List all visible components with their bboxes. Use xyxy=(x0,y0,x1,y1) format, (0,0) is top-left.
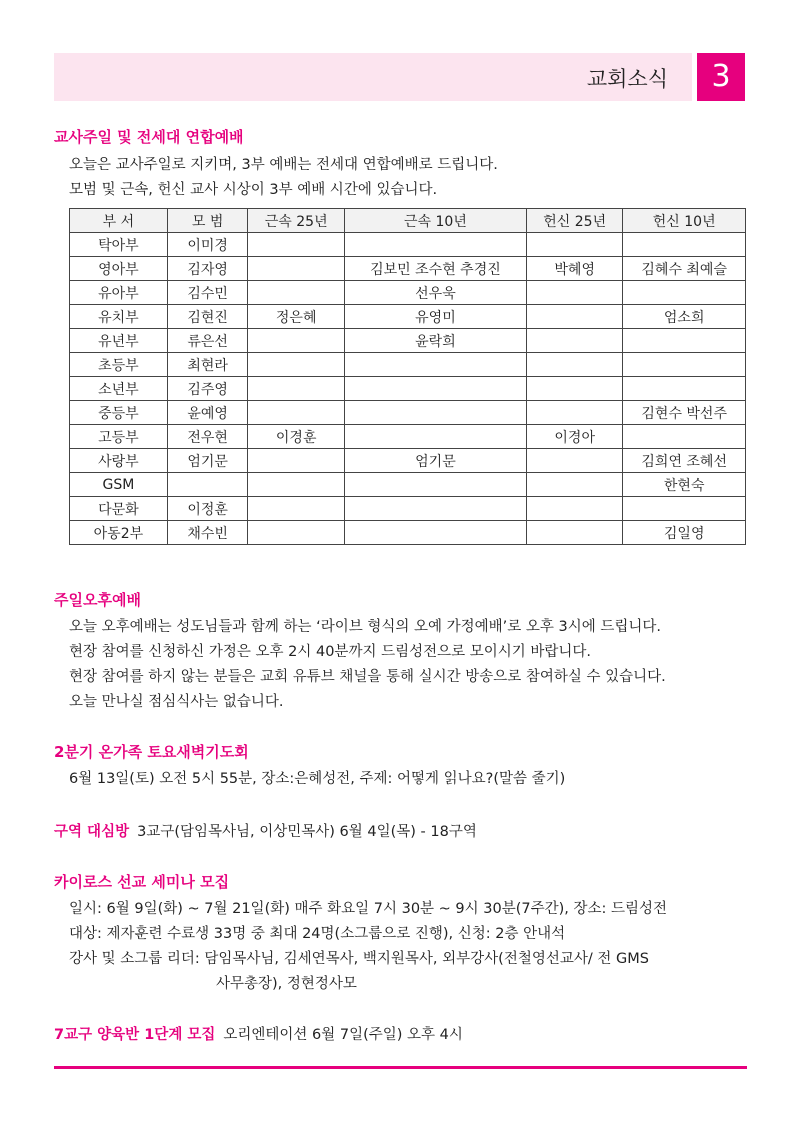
table-cell: 소년부 xyxy=(70,377,168,401)
table-cell: 다문화 xyxy=(70,497,168,521)
table-row xyxy=(70,233,746,257)
table-cell xyxy=(248,377,344,401)
section4-text: 3교구(담임목사님, 이상민목사) 6월 4일(목) - 18구역 xyxy=(137,824,477,840)
table-cell xyxy=(344,497,526,521)
table-cell: 류은선 xyxy=(167,329,248,353)
table-row xyxy=(70,521,746,545)
table-body xyxy=(70,233,746,545)
page-number-badge: 3 xyxy=(697,53,745,101)
table-cell: GSM xyxy=(70,473,168,497)
table-cell xyxy=(248,473,344,497)
table-cell: 중등부 xyxy=(70,401,168,425)
table-cell: 사랑부 xyxy=(70,449,168,473)
table-cell: 박혜영 xyxy=(526,257,622,281)
table-cell xyxy=(623,497,746,521)
table-cell: 김보민 조수현 추경진 xyxy=(344,257,526,281)
page-title: 교회소식 xyxy=(586,67,668,91)
section-nurture-class xyxy=(54,1023,463,1044)
table-cell: 엄소희 xyxy=(623,305,746,329)
table-cell: 김일영 xyxy=(623,521,746,545)
table-cell xyxy=(526,305,622,329)
section3-line: 6월 13일(토) 오전 5시 55분, 장소:은혜성전, 주제: 어떻게 읽나요?(말씀 줄기) xyxy=(69,771,566,787)
table-cell: 유영미 xyxy=(344,305,526,329)
section-title-dawn-prayer: 2분기 온가족 토요새벽기도회 xyxy=(54,743,249,761)
table-cell xyxy=(526,281,622,305)
table-cell: 김자영 xyxy=(167,257,248,281)
table-cell: 전우현 xyxy=(167,425,248,449)
table-cell: 선우욱 xyxy=(344,281,526,305)
table-cell xyxy=(623,425,746,449)
table-cell: 이경아 xyxy=(526,425,622,449)
section-title-afternoon-service: 주일오후예배 xyxy=(54,591,141,609)
footer-divider xyxy=(54,1066,747,1069)
table-cell xyxy=(248,281,344,305)
section-district-visit xyxy=(54,820,477,841)
table-cell: 김현수 박선주 xyxy=(623,401,746,425)
table-row xyxy=(70,353,746,377)
section2-line-1: 오늘 오후예배는 성도님들과 함께 하는 ‘라이브 형식의 오예 가정예배’로 오후 3시에 드립니다. xyxy=(69,619,662,635)
table-header-cell: 부 서 xyxy=(70,209,168,233)
section-title-nurture-class: 7교구 양육반 1단계 모집 xyxy=(54,1027,216,1043)
table-cell xyxy=(248,329,344,353)
table-cell xyxy=(344,353,526,377)
section2-line-4: 오늘 만나실 점심식사는 없습니다. xyxy=(69,694,284,710)
table-cell: 이경훈 xyxy=(248,425,344,449)
table-cell: 김현진 xyxy=(167,305,248,329)
section6-text: 오리엔테이션 6월 7일(주일) 오후 4시 xyxy=(223,1027,463,1043)
table-cell xyxy=(248,521,344,545)
table-cell xyxy=(526,329,622,353)
table-cell xyxy=(526,353,622,377)
table-cell: 김희연 조혜선 xyxy=(623,449,746,473)
table-header-cell: 근속 25년 xyxy=(248,209,344,233)
table-cell: 엄기문 xyxy=(344,449,526,473)
table-row xyxy=(70,281,746,305)
table-cell xyxy=(248,497,344,521)
table-cell xyxy=(526,521,622,545)
table-row xyxy=(70,497,746,521)
table-cell xyxy=(344,401,526,425)
table-cell xyxy=(623,353,746,377)
table-row xyxy=(70,425,746,449)
table-cell: 유아부 xyxy=(70,281,168,305)
table-cell: 이정훈 xyxy=(167,497,248,521)
table-cell: 유년부 xyxy=(70,329,168,353)
table-row xyxy=(70,329,746,353)
table-cell: 김혜수 최예슬 xyxy=(623,257,746,281)
table-cell: 윤예영 xyxy=(167,401,248,425)
table-cell xyxy=(526,233,622,257)
table-cell xyxy=(248,233,344,257)
table-cell xyxy=(167,473,248,497)
table-cell xyxy=(248,257,344,281)
table-cell xyxy=(344,521,526,545)
section-title-teachers-day: 교사주일 및 전세대 연합예배 xyxy=(54,128,244,146)
table-cell: 아동2부 xyxy=(70,521,168,545)
table-cell xyxy=(248,401,344,425)
table-cell: 엄기문 xyxy=(167,449,248,473)
table-cell xyxy=(344,377,526,401)
table-cell xyxy=(623,329,746,353)
section1-line-2: 모범 및 근속, 헌신 교사 시상이 3부 예배 시간에 있습니다. xyxy=(69,182,438,198)
table-header-cell: 헌신 25년 xyxy=(526,209,622,233)
table-cell xyxy=(623,233,746,257)
table-cell: 윤락희 xyxy=(344,329,526,353)
section2-line-3: 현장 참여를 하지 않는 분들은 교회 유튜브 채널을 통해 실시간 방송으로 참여하실 수 있습니다. xyxy=(69,669,666,685)
table-cell xyxy=(344,425,526,449)
table-row xyxy=(70,305,746,329)
table-cell: 고등부 xyxy=(70,425,168,449)
table-cell: 유치부 xyxy=(70,305,168,329)
table-cell xyxy=(344,233,526,257)
table-cell xyxy=(248,449,344,473)
section1-line-1: 오늘은 교사주일로 지키며, 3부 예배는 전세대 연합예배로 드립니다. xyxy=(69,157,498,173)
award-table xyxy=(69,208,746,545)
table-cell: 영아부 xyxy=(70,257,168,281)
table-header-row xyxy=(70,209,746,233)
table-row xyxy=(70,401,746,425)
table-cell xyxy=(526,401,622,425)
table-cell: 김주영 xyxy=(167,377,248,401)
table-cell xyxy=(623,281,746,305)
table-header-cell: 모 범 xyxy=(167,209,248,233)
section5-line-3: 강사 및 소그룹 리더: 담임목사님, 김세연목사, 백지원목사, 외부강사(전철영선교사/ 전 GMS xyxy=(69,951,649,967)
table-row xyxy=(70,473,746,497)
table-cell: 이미경 xyxy=(167,233,248,257)
header-bar xyxy=(54,53,692,101)
table-cell xyxy=(526,449,622,473)
table-header-cell: 헌신 10년 xyxy=(623,209,746,233)
table-cell xyxy=(344,473,526,497)
table-cell xyxy=(248,353,344,377)
table-cell xyxy=(623,377,746,401)
table-cell xyxy=(526,473,622,497)
table-row xyxy=(70,377,746,401)
table-header-cell: 근속 10년 xyxy=(344,209,526,233)
section-title-district-visit: 구역 대심방 xyxy=(54,824,130,840)
section5-line-2: 대상: 제자훈련 수료생 33명 중 최대 24명(소그룹으로 진행), 신청: 2층 안내석 xyxy=(69,926,566,942)
table-cell: 최현라 xyxy=(167,353,248,377)
table-cell: 김수민 xyxy=(167,281,248,305)
section-title-kairos-seminar: 카이로스 선교 세미나 모집 xyxy=(54,873,230,891)
table-cell: 한현숙 xyxy=(623,473,746,497)
table-cell xyxy=(526,497,622,521)
table-cell: 초등부 xyxy=(70,353,168,377)
table-cell: 정은혜 xyxy=(248,305,344,329)
section5-line-4: 사무총장), 정현정사모 xyxy=(216,976,357,992)
section5-line-1: 일시: 6월 9일(화) ~ 7월 21일(화) 매주 화요일 7시 30분 ~ 9시 30분(7주간), 장소: 드림성전 xyxy=(69,901,668,917)
table-cell xyxy=(526,377,622,401)
section2-line-2: 현장 참여를 신청하신 가정은 오후 2시 40분까지 드림성전으로 모이시기 바랍니다. xyxy=(69,644,591,660)
table-cell: 채수빈 xyxy=(167,521,248,545)
table-cell: 탁아부 xyxy=(70,233,168,257)
table-row xyxy=(70,449,746,473)
table-row xyxy=(70,257,746,281)
